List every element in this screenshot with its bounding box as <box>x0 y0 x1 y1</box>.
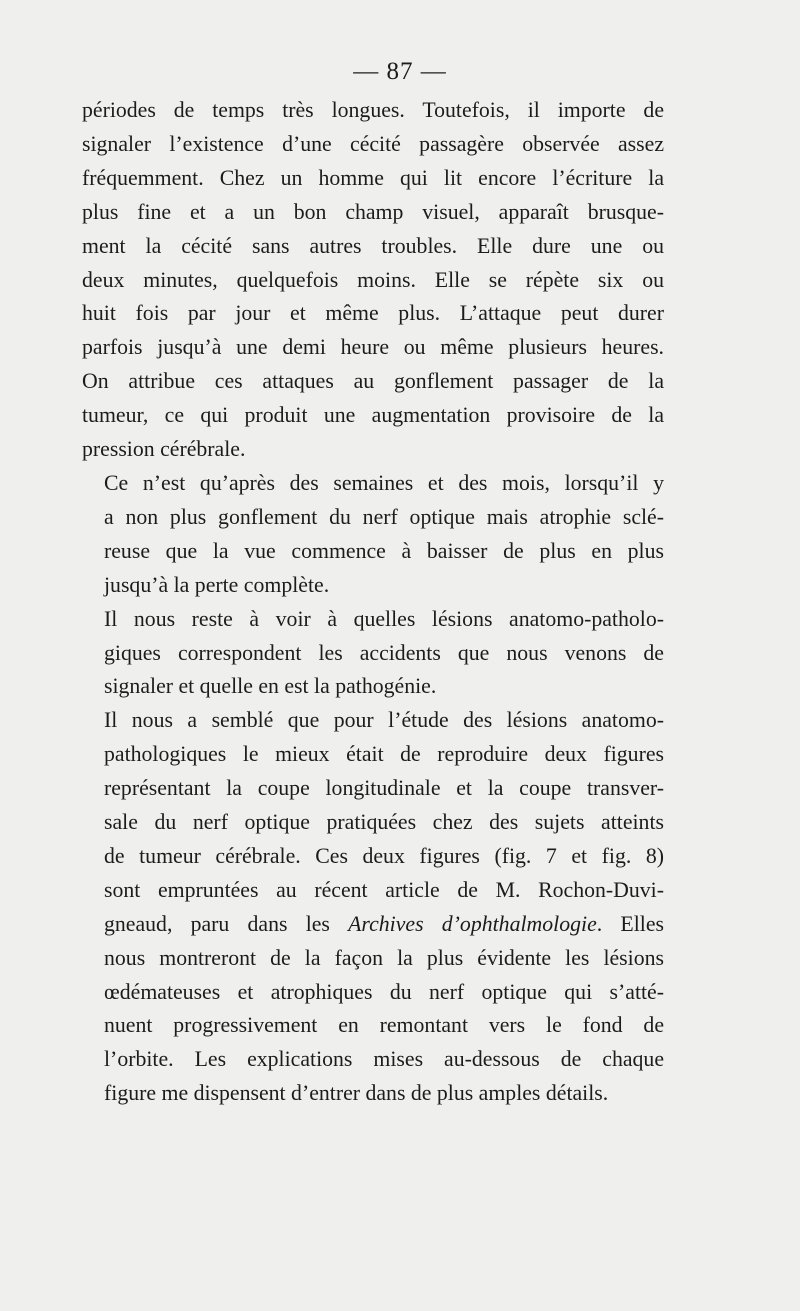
paragraph-1 <box>82 94 664 467</box>
text-line: pathologiques le mieux était de reproduire deux figures <box>104 742 664 767</box>
text-line: Ce n’est qu’après des semaines et des mois, lorsqu’il y <box>104 470 664 495</box>
text-line: a non plus gonflement du nerf optique mais atrophie sclé- <box>104 504 664 529</box>
text-line-with-citation <box>82 908 664 942</box>
text-line: On attribue ces attaques au gonflement passager de la <box>82 369 664 394</box>
journal-title: Archives d’ophthalmologie <box>348 911 597 936</box>
text-run: gneaud, paru dans les <box>104 911 349 936</box>
text-line: nous montreront de la façon la plus évidente les lésions <box>104 945 664 970</box>
text-line: signaler et quelle en est la pathogénie. <box>104 674 437 699</box>
text-line: tumeur, ce qui produit une augmentation provisoire de la <box>82 403 664 428</box>
text-line: Il nous a semblé que pour l’étude des lésions anatomo- <box>104 708 664 733</box>
text-line: sale du nerf optique pratiquées chez des sujets atteints <box>104 810 664 835</box>
text-line: pression cérébrale. <box>82 437 246 462</box>
text-line: huit fois par jour et même plus. L’attaque peut durer <box>82 301 664 326</box>
text-line: de tumeur cérébrale. Ces deux figures (fig. 7 et fig. 8) <box>104 843 664 868</box>
text-line: périodes de temps très longues. Toutefois, il importe de <box>82 98 664 122</box>
text-run: . Elles <box>596 911 664 936</box>
text-line: fréquemment. Chez un homme qui lit encore l’écriture la <box>82 165 664 190</box>
text-line: deux minutes, quelquefois moins. Elle se répète six ou <box>82 267 664 292</box>
body-text <box>82 94 664 1111</box>
text-line: l’orbite. Les explications mises au-dessous de chaque <box>104 1047 664 1072</box>
text-line: œdémateuses et atrophiques du nerf optique qui s’atté- <box>104 979 664 1004</box>
text-line: plus fine et a un bon champ visuel, apparaît brusque- <box>82 199 664 224</box>
paragraph-4 <box>82 704 664 1111</box>
text-line: représentant la coupe longitudinale et la coupe transver- <box>104 776 664 801</box>
text-line: figure me dispensent d’entrer dans de plus amples détails. <box>104 1081 609 1106</box>
text-line: jusqu’à la perte complète. <box>104 572 330 597</box>
text-line: Il nous reste à voir à quelles lésions anatomo-patholo- <box>104 606 664 631</box>
paragraph-3 <box>82 603 664 705</box>
paragraph-2 <box>82 467 664 603</box>
page-number: — 87 — <box>353 58 447 85</box>
text-line: reuse que la vue commence à baisser de plus en plus <box>104 538 664 563</box>
text-line: nuent progressivement en remontant vers le fond de <box>104 1013 664 1038</box>
text-line: parfois jusqu’à une demi heure ou même plusieurs heures. <box>82 335 664 360</box>
text-line: sont empruntées au récent article de M. Rochon-Duvi- <box>104 877 664 902</box>
text-line: signaler l’existence d’une cécité passagère observée assez <box>82 131 664 156</box>
text-line: giques correspondent les accidents que nous venons de <box>104 640 664 665</box>
text-line: ment la cécité sans autres troubles. Elle dure une ou <box>82 233 664 258</box>
